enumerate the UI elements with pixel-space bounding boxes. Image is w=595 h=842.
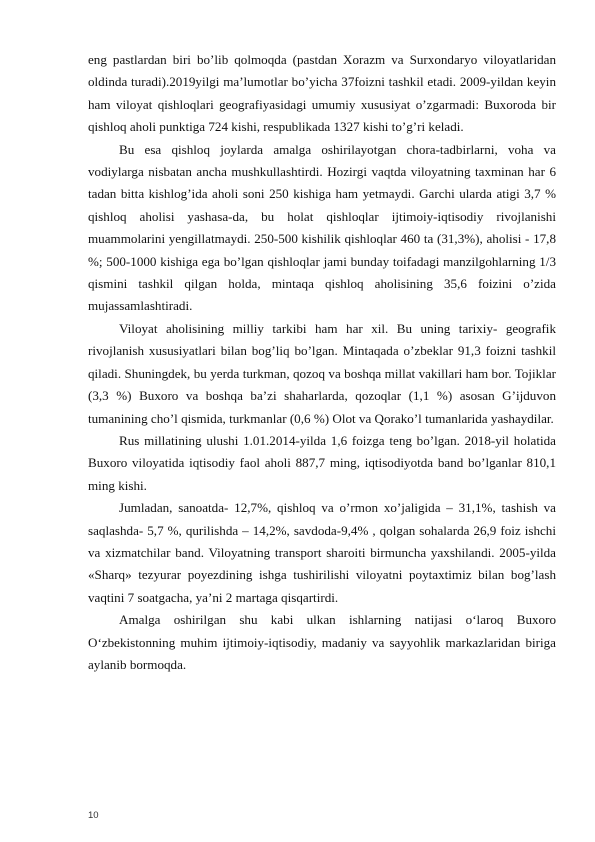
page-number: 10 bbox=[88, 810, 99, 821]
paragraph: Viloyat aholisining milliy tarkibi ham har xil. Bu uning tarixiy- geografik rivojlanish xususiyatlari bilan bog’liq bo’lgan. Mintaqada o’zbeklar 91,3 foizni tashkil qiladi. Shuningdek, bu yerda turkman, qozoq va boshqa millat vakillari ham bor. Tojiklar (3,3 %) Buxoro va boshqa ba’zi shaharlarda, qozoqlar (1,1 %) asosan G’ijduvon tumanining cho’l qismida, turkmanlar (0,6 %) Olot va Qorako’l tumanlarida yashaydilar. bbox=[88, 320, 556, 426]
paragraph: Rus millatining ulushi 1.01.2014-yilda 1,6 foizga teng bo’lgan. 2018-yil holatida Buxoro viloyatida iqtisodiy faol aholi 887,7 ming, iqtisodiyotda band bo’lganlar 810,1 ming kishi. bbox=[88, 432, 556, 493]
paragraph: Jumladan, sanoatda- 12,7%, qishloq va o’rmon xo’jaligida – 31,1%, tashish va saqlashda- 5,7 %, qurilishda – 14,2%, savdoda-9,4% , qolgan sohalarda 26,9 foiz ishchi va xizmatchilar band. Viloyatning transport sharoiti birmuncha yaxshilandi. 2005-yilda «Sharq» tezyurar poyezdining ishga tushirilishi viloyatni poytaxtimiz bilan bog’lash vaqtini 7 soatgacha, ya’ni 2 martaga qisqartirdi. bbox=[88, 500, 556, 605]
paragraph-continuation: eng pastlardan biri bo’lib qolmoqda (pastdan Xorazm va Surxondaryo viloyatlaridan oldinda turadi).2019yilgi ma’lumotlar bo’yicha 37foizni tashkil etadi. 2009-yildan keyin ham viloyat qishloqlari geografiyasidagi umumiy xususiyat o’zgarmadi: Buxoroda bir qishloq aholi punktiga 724 kishi, respublikada 1327 kishi to’g’ri keladi. bbox=[88, 52, 556, 135]
paragraph: Bu esa qishloq joylarda amalga oshirilayotgan chora-tadbirlarni, voha va vodiylarga nisbatan ancha mushkullashtirdi. Hozirgi vaqtda viloyatning taxminan har 6 tadan bitta kishlog’ida aholi soni 250 kishiga ham yetmaydi. Garchi ularda atigi 3,7 % qishloq aholisi yashasa-da, bu holat qishloqlar ijtimoiy-iqtisodiy rivojlanishi muammolarini yengillatmaydi. 250-500 kishilik qishloqlar 460 ta (31,3%), aholisi - 17,8 %; 500-1000 kishiga ega bo’lgan qishloqlar jami bunday toifadagi manzilgohlarning 1/3 qismini tashkil qilgan holda, mintaqa qishloq aholisining 35,6 foizini o’zida mujassamlashtiradi. bbox=[88, 141, 556, 314]
paragraph: Amalga oshirilgan shu kabi ulkan ishlarning natijasi o‘laroq Buxoro O‘zbekistonning muhim ijtimoiy-iqtisodiy, madaniy va sayyohlik markazlaridan biriga aylanib bormoqda. bbox=[88, 612, 556, 672]
body-text bbox=[88, 49, 556, 676]
